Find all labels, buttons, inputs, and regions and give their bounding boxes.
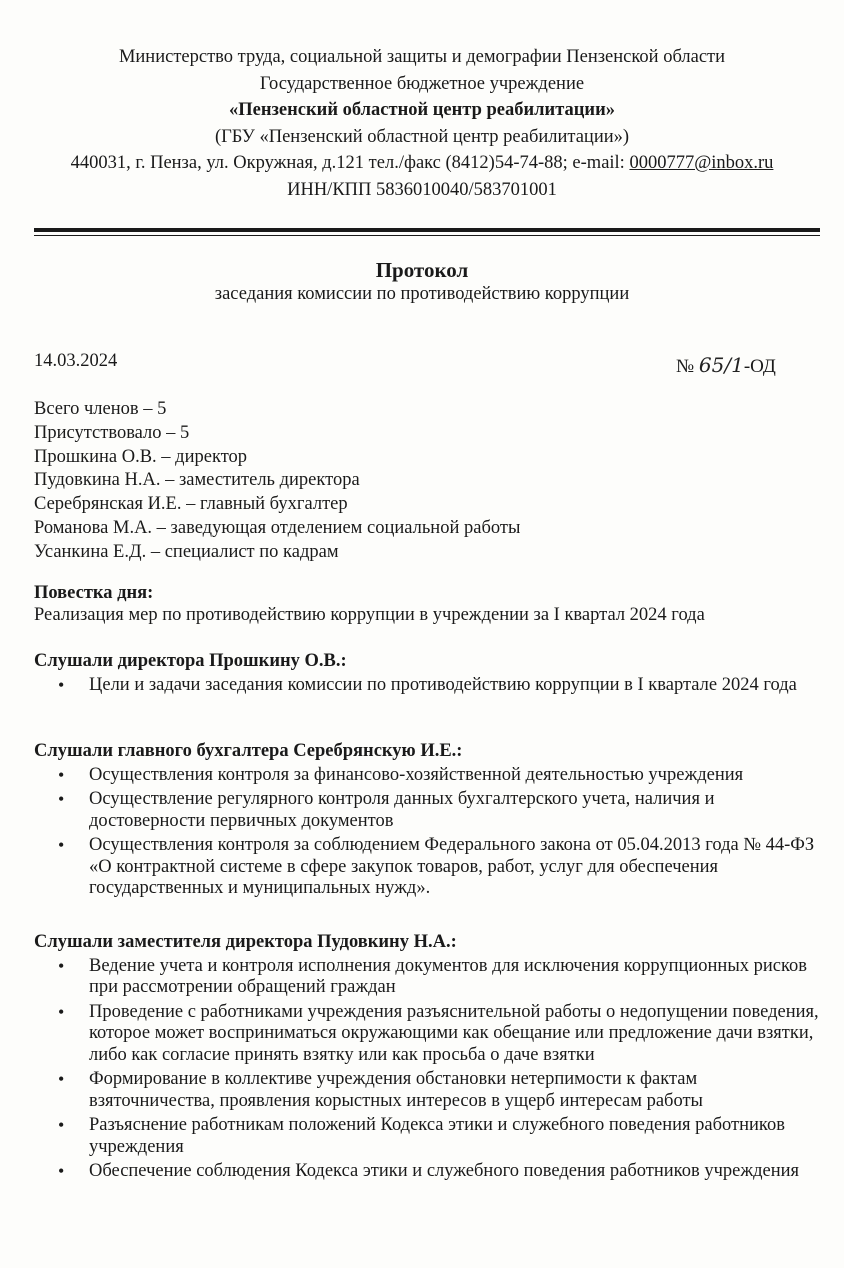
bullet-list <box>34 765 824 900</box>
document-title: Протокол <box>375 258 469 282</box>
section-deputy-director <box>34 932 824 1186</box>
member-item: Серебрянская И.Е. – главный бухгалтер <box>34 494 348 515</box>
protocol-date: 14.03.2024 <box>34 351 118 371</box>
agenda-text: Реализация мер по противодействию коррупции в учреждении за I квартал 2024 года <box>34 604 705 625</box>
list-item: • Проведение с работниками учреждения разъяснительной работы о недопущении поведения, которое может восприниматься окружающими как обещание или предложение дачи взятки, либо как согласие принять взятку или как просьба о даче взятки <box>34 1002 824 1067</box>
list-item: • Ведение учета и контроля исполнения документов для исключения коррупционных рисков при рассмотрении обращений граждан <box>34 956 824 999</box>
list-item: • Осуществления контроля за соблюдением Федерального закона от 05.04.2013 года № 44-ФЗ «О контрактной системе в сфере закупок товаров, работ, услуг для обеспечения государственных и муниципальных нужд». <box>34 835 824 900</box>
list-item: • Формирование в коллективе учреждения обстановки нетерпимости к фактам взяточничества, проявления корыстных интересов в ущерб интересам работы <box>34 1069 824 1112</box>
institution-short-name: (ГБУ «Пензенский областной центр реабилитации») <box>214 126 630 147</box>
list-item: • Разъяснение работникам положений Кодекса этики и служебного поведения работников учреждения <box>34 1115 824 1158</box>
list-item: • Осуществления контроля за финансово-хозяйственной деятельностью учреждения <box>34 765 824 787</box>
header-rule-thin <box>34 235 820 236</box>
section-heading: Слушали заместителя директора Пудовкину Н.А.: <box>34 932 457 952</box>
member-item: Прошкина О.В. – директор <box>34 446 248 467</box>
section-heading: Слушали директора Прошкину О.В.: <box>34 651 347 671</box>
address-phone: 440031, г. Пенза, ул. Окружная, д.121 тел./факс (8412)54-74-88; e-mail: <box>70 153 630 173</box>
members-list <box>34 398 520 565</box>
institution-type: Государственное бюджетное учреждение <box>259 73 585 94</box>
bullet-list <box>34 675 824 697</box>
section-chief-accountant <box>34 741 824 903</box>
member-item: Усанкина Е.Д. – специалист по кадрам <box>34 541 339 562</box>
bullet-list <box>34 956 824 1183</box>
member-item: Пудовкина Н.А. – заместитель директора <box>34 470 360 491</box>
list-item: • Обеспечение соблюдения Кодекса этики и служебного поведения работников учреждения <box>34 1161 824 1183</box>
letterhead <box>0 44 844 203</box>
list-item: • Осуществление регулярного контроля данных бухгалтерского учета, наличия и достоверности первичных документов <box>34 789 824 832</box>
members-total: Всего членов – 5 <box>34 399 167 419</box>
section-heading: Слушали главного бухгалтера Серебрянскую И.Е.: <box>34 741 463 761</box>
number-prefix: № <box>676 356 699 377</box>
section-director <box>34 651 824 699</box>
member-item: Романова М.А. – заведующая отделением социальной работы <box>34 517 521 538</box>
contact-line <box>0 150 844 177</box>
handwritten-number: 65/1 <box>698 353 744 377</box>
header-rule-thick <box>34 228 820 232</box>
document-subtitle: заседания комиссии по противодействию коррупции <box>214 284 630 304</box>
agenda-section <box>34 583 824 626</box>
email-link[interactable]: 0000777@inbox.ru <box>629 153 774 173</box>
ministry-name: Министерство труда, социальной защиты и демографии Пензенской области <box>118 47 726 67</box>
institution-name: «Пензенский областной центр реабилитации» <box>228 100 616 120</box>
number-suffix: -ОД <box>743 356 776 377</box>
list-item: • Цели и задачи заседания комиссии по противодействию коррупции в I квартале 2024 года <box>34 675 824 697</box>
agenda-heading: Повестка дня: <box>34 583 154 603</box>
members-present: Присутствовало – 5 <box>34 422 190 443</box>
tax-ids: ИНН/КПП 5836010040/583701001 <box>287 179 557 200</box>
protocol-number <box>676 353 776 378</box>
